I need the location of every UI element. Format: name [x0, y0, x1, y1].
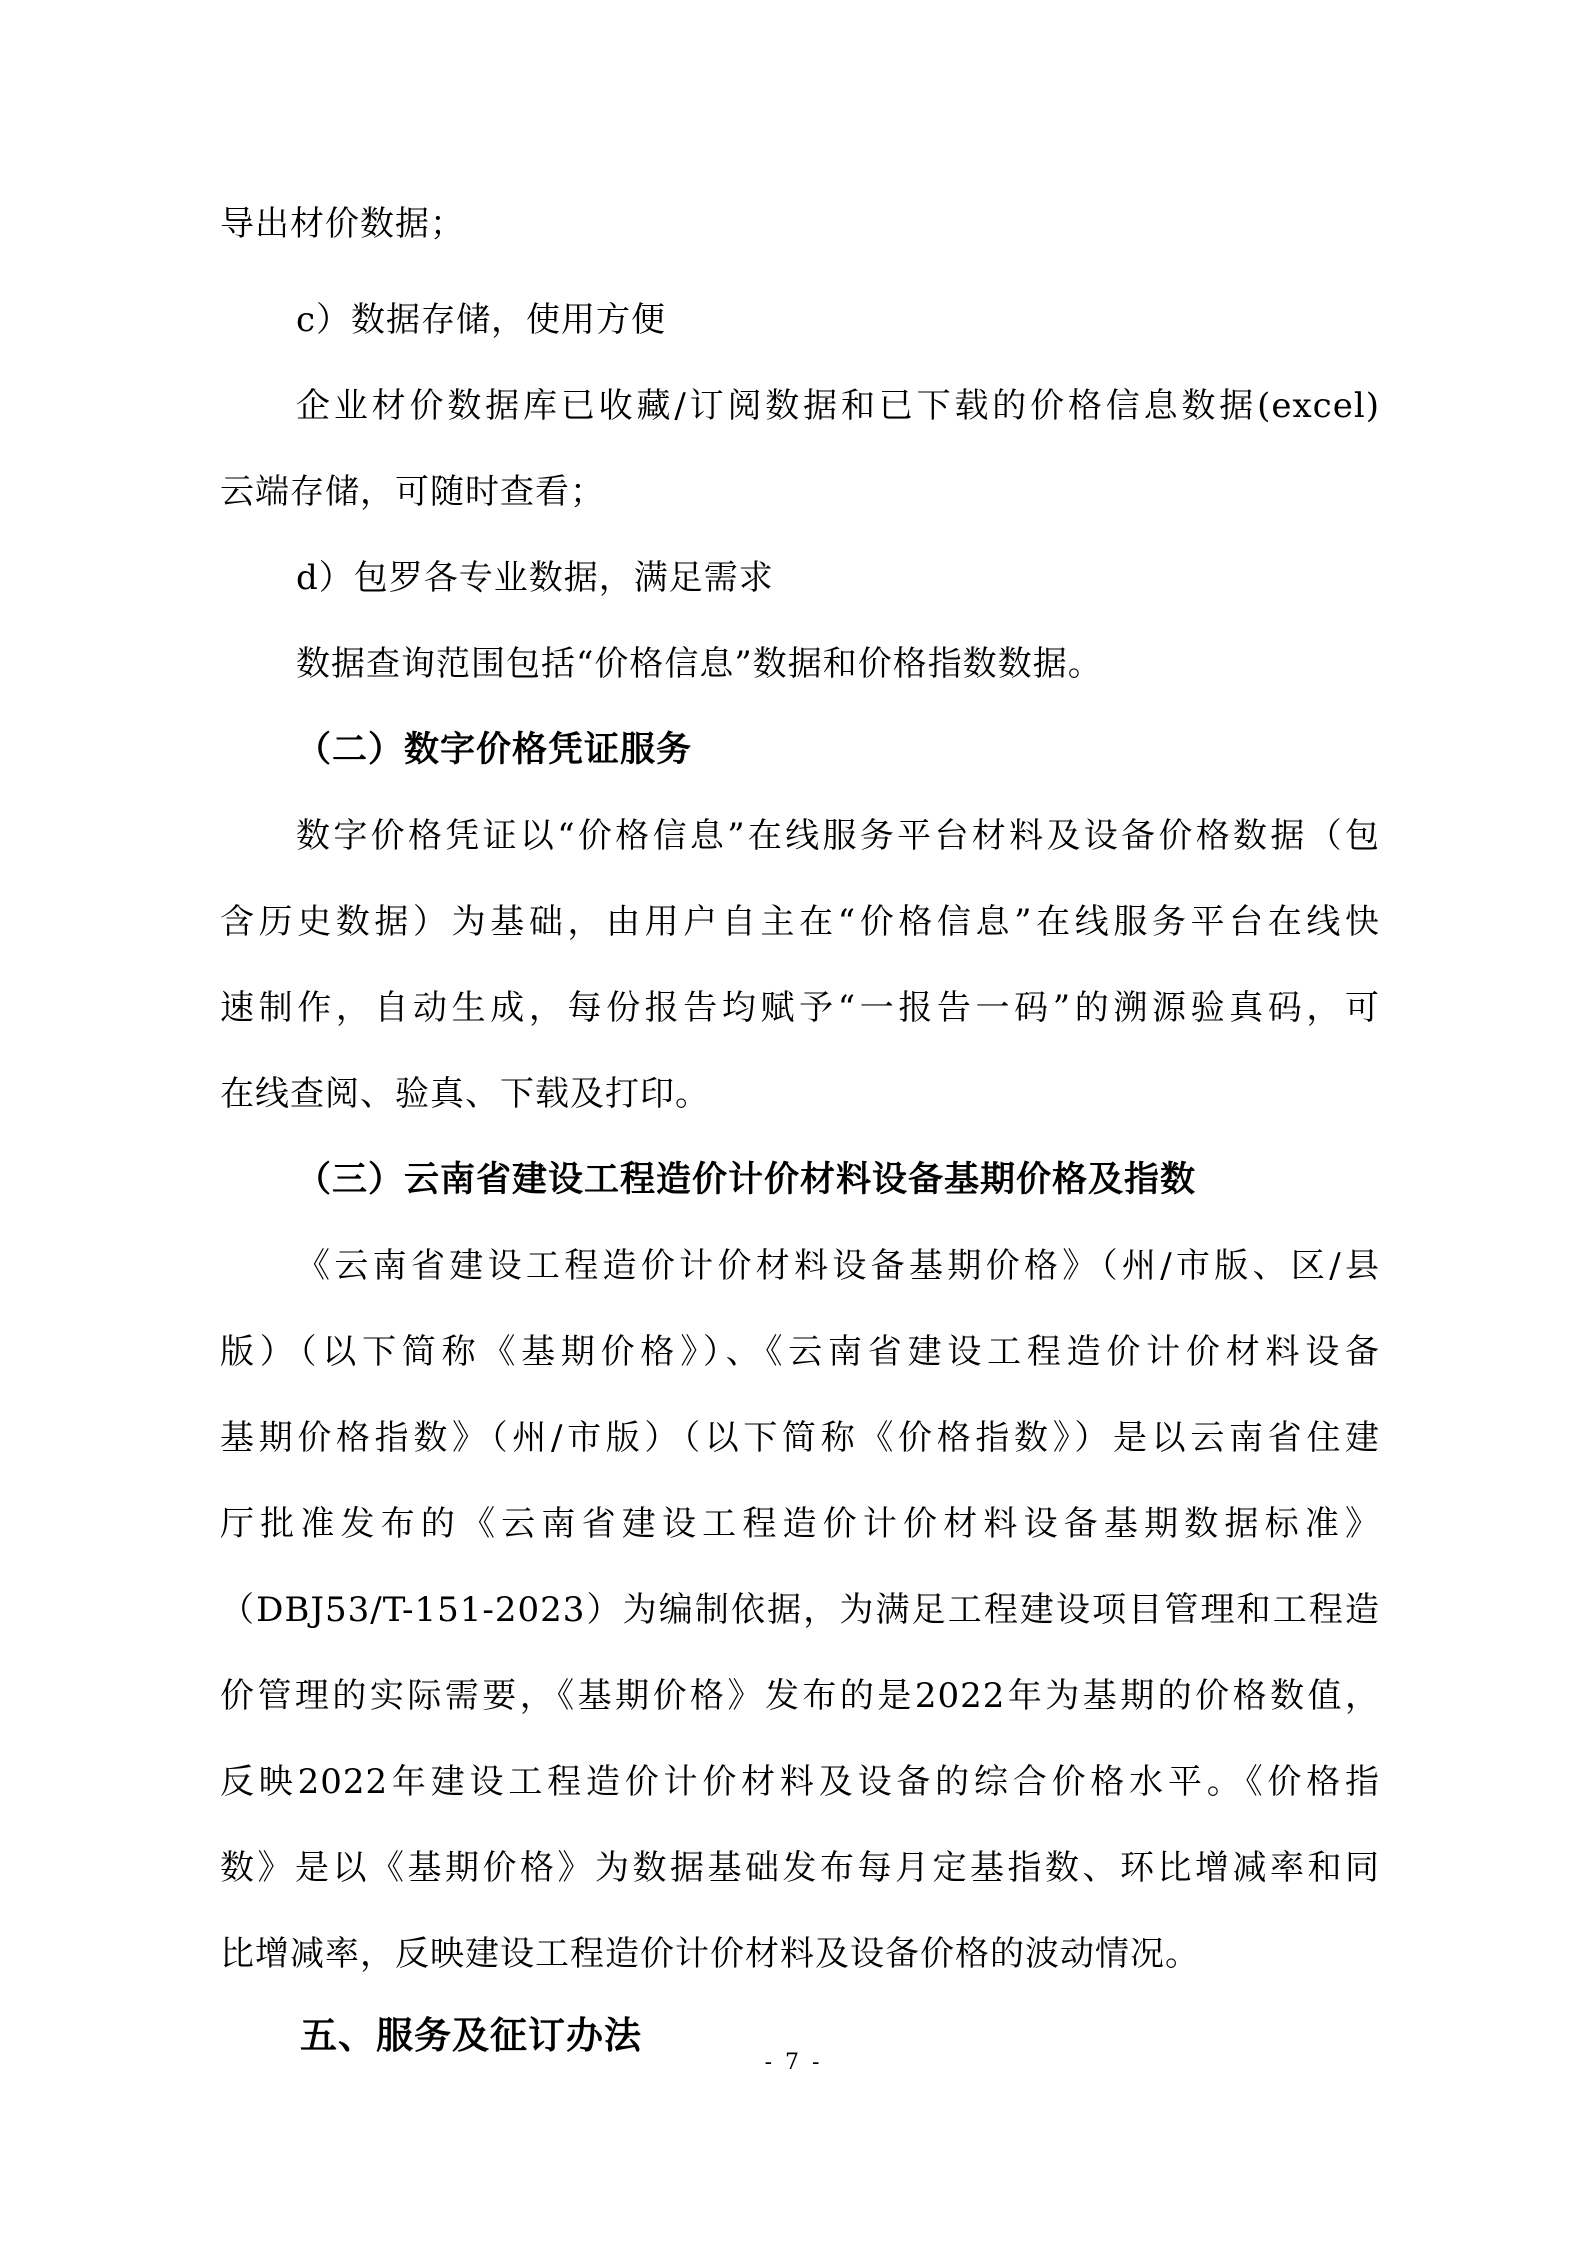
- text-line-13: 《云南省建设工程造价计价材料设备基期价格》（州/市版、区/县: [296, 1246, 1380, 1286]
- text-line-3: 企业材价数据库已收藏/订阅数据和已下载的价格信息数据(excel): [296, 386, 1380, 426]
- chapter-heading-5: 五、服务及征订办法: [300, 2014, 642, 2057]
- item-c-heading: c）数据存储，使用方便: [296, 300, 667, 340]
- section-heading-2: （二）数字价格凭证服务: [296, 730, 693, 770]
- text-line-21: 比增减率，反映建设工程造价计价材料及设备价格的波动情况。: [220, 1934, 1200, 1974]
- text-line-14: 版）（以下简称《基期价格》）、《云南省建设工程造价计价材料设备: [220, 1332, 1380, 1372]
- text-line-1: 导出材价数据；: [220, 204, 465, 244]
- text-line-18: 价管理的实际需要，《基期价格》发布的是2022年为基期的价格数值，: [220, 1676, 1380, 1716]
- text-line-20: 数》是以《基期价格》为数据基础发布每月定基指数、环比增减率和同: [220, 1848, 1380, 1888]
- text-line-19: 反映2022年建设工程造价计价材料及设备的综合价格水平。《价格指: [220, 1762, 1380, 1802]
- text-line-16: 厅批准发布的《云南省建设工程造价计价材料设备基期数据标准》: [220, 1504, 1380, 1544]
- text-line-4: 云端存储，可随时查看；: [220, 472, 605, 512]
- text-line-8: 数字价格凭证以“价格信息”在线服务平台材料及设备价格数据（包: [296, 816, 1380, 856]
- text-line-11: 在线查阅、验真、下载及打印。: [220, 1074, 710, 1114]
- text-line-6: 数据查询范围包括“价格信息”数据和价格指数数据。: [296, 644, 1103, 684]
- section-heading-3: （三）云南省建设工程造价计价材料设备基期价格及指数: [296, 1160, 1197, 1200]
- text-line-15: 基期价格指数》（州/市版）（以下简称《价格指数》）是以云南省住建: [220, 1418, 1380, 1458]
- text-line-10: 速制作，自动生成，每份报告均赋予“一报告一码”的溯源验真码，可: [220, 988, 1380, 1028]
- text-line-17: （DBJ53/T-151-2023）为编制依据，为满足工程建设项目管理和工程造: [220, 1590, 1380, 1630]
- text-line-9: 含历史数据）为基础，由用户自主在“价格信息”在线服务平台在线快: [220, 902, 1380, 942]
- item-d-heading: d）包罗各专业数据，满足需求: [296, 558, 774, 598]
- page-number: - 7 -: [764, 2050, 823, 2075]
